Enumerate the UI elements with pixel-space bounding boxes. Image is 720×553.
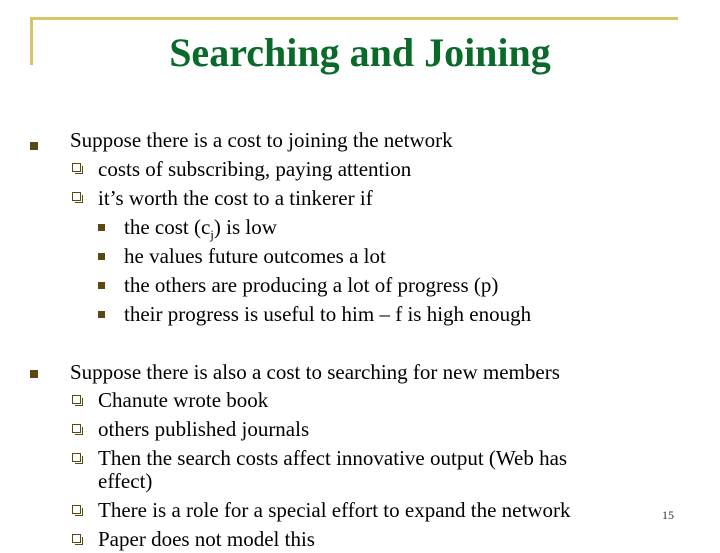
bullet-text: their progress is useful to him – f is high enough (124, 302, 532, 326)
square-bullet-icon (98, 282, 105, 289)
slide-title: Searching and Joining (169, 30, 551, 75)
square-bullet-icon (30, 370, 38, 378)
square-bullet-icon (30, 142, 38, 150)
bullet-text: he values future outcomes a lot (124, 244, 386, 268)
bullet-text: Paper does not model this (98, 527, 315, 551)
square-bullet-icon (98, 311, 105, 318)
bullet-text: the others are producing a lot of progress (p) (124, 273, 499, 297)
bullet-text: Then the search costs affect innovative output (Web has (98, 446, 568, 470)
bullet-text: Suppose there is a cost to joining the network (70, 128, 453, 152)
checkbox-bullet-icon (72, 534, 81, 543)
bullet-text-part: the cost (c (124, 215, 211, 239)
bullet-text: There is a role for a special effort to expand the network (98, 498, 571, 522)
bullet-text-part: ) is low (213, 215, 277, 239)
subscript: j (210, 227, 214, 243)
bullet-text: Suppose there is also a cost to searching for new members (70, 360, 560, 384)
square-bullet-icon (98, 224, 105, 231)
bullet-text: others published journals (98, 417, 310, 441)
bullet-text: Chanute wrote book (98, 388, 269, 412)
checkbox-bullet-icon (72, 192, 81, 201)
page-number: 15 (662, 508, 674, 522)
checkbox-bullet-icon (72, 395, 81, 404)
square-bullet-icon (98, 253, 105, 260)
bullet-text: effect) (98, 469, 153, 493)
checkbox-bullet-icon (72, 505, 81, 514)
bullet-text: it’s worth the cost to a tinkerer if (98, 186, 373, 210)
bullet-text: costs of subscribing, paying attention (98, 157, 412, 181)
checkbox-bullet-icon (72, 453, 81, 462)
checkbox-bullet-icon (72, 163, 81, 172)
checkbox-bullet-icon (72, 424, 81, 433)
